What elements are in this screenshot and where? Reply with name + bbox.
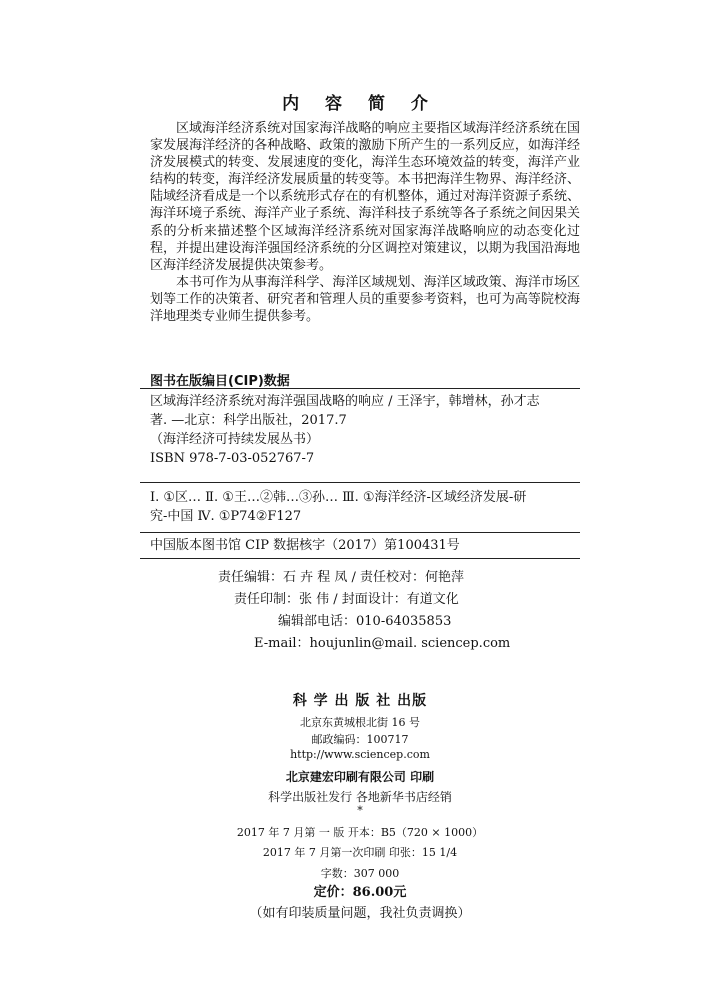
editors-line: 责任编辑：石 卉 程 凤 / 责任校对：何艳萍 <box>218 570 465 585</box>
postcode-line: 邮政编码：100717 <box>311 733 409 746</box>
words-line: 字数：307 000 <box>320 867 400 880</box>
cip-bottom-rule <box>140 558 580 559</box>
publisher-line: 科 学 出 版 社 出版 <box>292 693 428 709</box>
intro-paragraph-2: 本书可作为从事海洋科学、海洋区域规划、海洋区域政策、海洋市场区划等工作的决策者、研究者和管理人员的重要参考资料，也可为高等院校海洋地理类专业师生提供参考。 <box>150 274 580 325</box>
printer-line: 北京建宏印刷有限公司 印刷 <box>285 770 435 784</box>
cip-class-line-1: Ⅰ. ①区… Ⅱ. ①王…②韩…③孙… Ⅲ. ①海洋经济-区域经济发展-研 <box>150 490 527 505</box>
phone-line: 编辑部电话：010-64035853 <box>278 614 452 629</box>
edition-line: 2017 年 7 月第 一 版 开本：B5（720 × 1000） <box>236 826 484 839</box>
separator-star: * <box>357 804 363 817</box>
cip-publisher-line: 著. —北京：科学出版社，2017.7 <box>150 413 347 428</box>
intro-paragraph-1: 区域海洋经济系统对国家海洋战略的响应主要指区域海洋经济系统在国家发展海洋经济的各种战略、政策的激励下所产生的一系列反应，如海洋经济发展模式的转变、发展速度的变化，海洋生态环境效益的转变，海洋产业结构的转变，海洋经济发展质量的转变等。本书把海洋生物界、海洋经济、陆域经济看成是一个以系统形式存在的有机整体，通过对海洋资源子系统、海洋环境子系统、海洋产业子系统、海洋科技子系统等各子系统之间因果关系的分析来描述整个区域海洋经济系统对国家海洋战略响应的动态变化过程，并提出建设海洋强国经济系统的分区调控对策建议，以期为我国沿海地区海洋经济发展提供决策参考。 <box>150 121 580 273</box>
website-line: http://www.sciencep.com <box>290 748 430 761</box>
price-line: 定价：86.00元 <box>313 885 407 900</box>
cip-series: （海洋经济可持续发展丛书） <box>150 432 320 447</box>
notice-line: （如有印装质量问题，我社负责调换） <box>249 906 471 921</box>
intro-text <box>150 120 580 325</box>
cip-number: 中国版本图书馆 CIP 数据核字（2017）第100431号 <box>150 538 460 553</box>
cip-number-block <box>150 536 580 555</box>
cip-title-line: 区域海洋经济系统对海洋强国战略的响应 / 王泽宇，韩增林，孙才志 <box>150 394 540 409</box>
distribution-line: 科学出版社发行 各地新华书店经销 <box>268 790 452 804</box>
cip-heading: 图书在版编目(CIP)数据 <box>150 374 290 389</box>
cip-rule-3 <box>140 532 580 533</box>
print-design-line: 责任印制：张 伟 / 封面设计：有道文化 <box>234 592 459 607</box>
cip-block <box>150 392 580 468</box>
cip-top-rule <box>140 388 580 389</box>
cip-class-line-2: 究-中国 Ⅳ. ①P74②F127 <box>150 509 302 524</box>
cip-isbn: ISBN 978-7-03-052767-7 <box>150 451 315 466</box>
printing-line: 2017 年 7 月第一次印刷 印张：15 1/4 <box>262 846 458 859</box>
intro-title: 内 容 简 介 <box>282 94 438 114</box>
cip-classification <box>150 488 580 526</box>
email-line: E-mail：houjunlin@mail. sciencep.com <box>254 636 511 651</box>
address-line: 北京东黄城根北街 16 号 <box>300 716 420 729</box>
cip-rule-2 <box>140 482 580 483</box>
